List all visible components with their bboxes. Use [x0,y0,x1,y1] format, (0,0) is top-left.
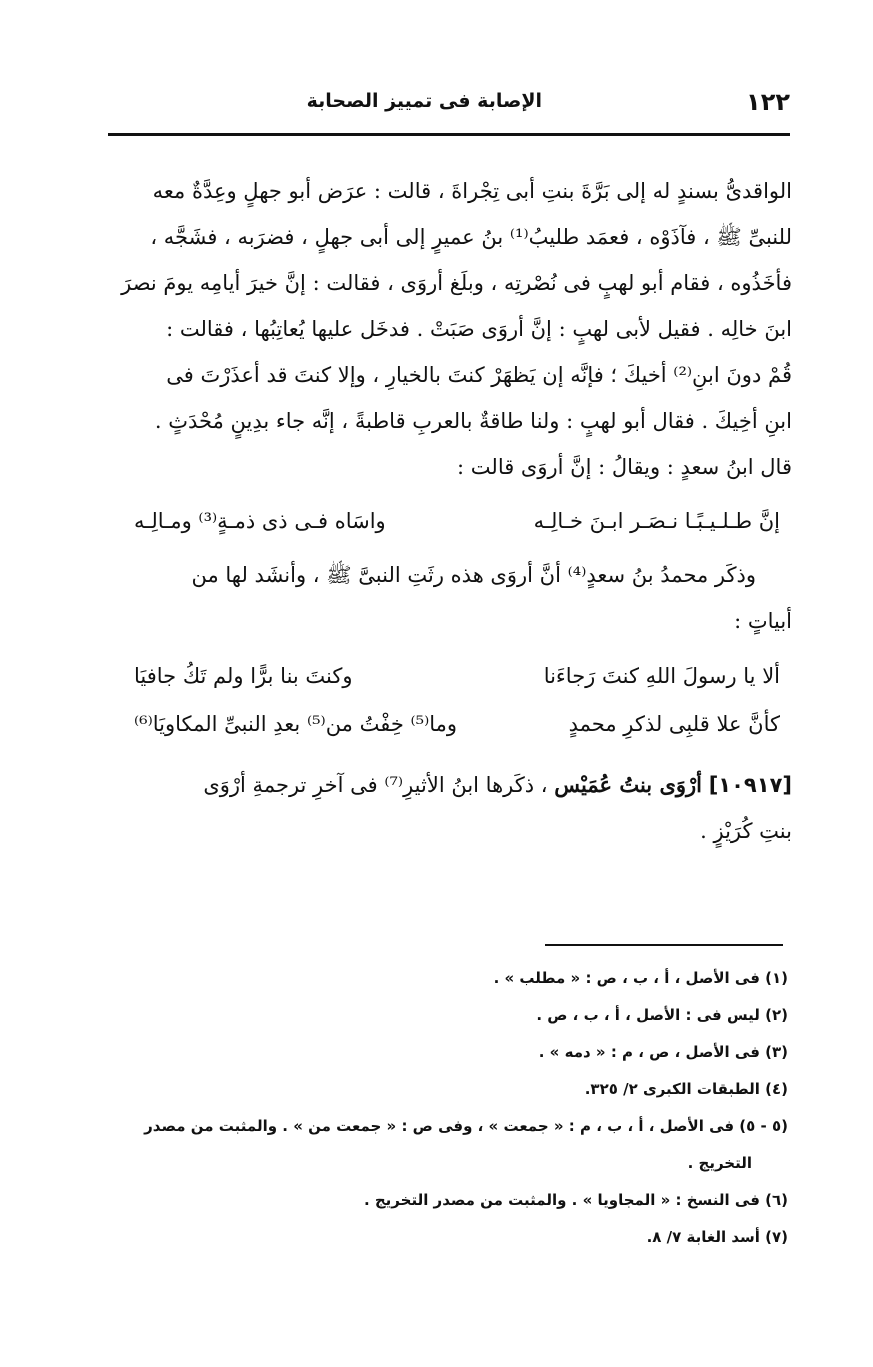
text-line: قُمْ دونَ ابنِ⁽²⁾ أخيكَ ؛ فإنَّه إن يَظهَرْ كنتَ بالخيارِ ، وإلا كنتَ قد أعذَرْتَ فى [166,363,792,387]
verse-second-hemistich: وما⁽⁵⁾ خِفْتُ من⁽⁵⁾ بعدِ النبىِّ المكاويَا⁽⁶⁾ [134,712,458,736]
entry-number: [١٠٩١٧] [708,773,792,797]
running-title: الإصابة فى تمييز الصحابة [306,90,542,112]
footnote: (٥ - ٥) فى الأصل ، أ ، ب ، م : « جمعت » ، وفى ص : « جمعت من » . والمثبت من مصدر [144,1117,788,1135]
text-line: أبياتٍ : [734,609,792,633]
verse-first-hemistich: كأنَّ علا قلبِى لذكرِ محمدٍ [568,712,780,736]
entry-line [104,762,792,808]
verse-second-hemistich: واسَاه فـى ذى ذمـةٍ⁽³⁾ ومـالِـه [134,509,386,533]
entry-name: أرْوَى بنتُ عُمَيْس [554,772,702,797]
footnote: (٣) فى الأصل ، ص ، م : « دمه » . [538,1043,788,1061]
text-line: الواقدىُّ بسندٍ له إلى بَرَّةَ بنتِ أبى تِجْراةَ ، قالت : عرَض أبو جهلٍ وعِدَّةٌ معه [152,179,792,203]
text-line: للنبىِّ ﷺ ، فآذَوْه ، فعمَد طليبُ⁽¹⁾ بنُ عميرٍ إلى أبى جهلٍ ، فضرَبه ، فشَجَّه ، [150,225,792,249]
footnote: (٤) الطبقات الكبرى ٢/ ٣٢٥. [584,1080,788,1098]
footnotes [104,960,788,1256]
running-header [108,88,790,122]
verse-line [104,490,792,552]
text-line: ابنِ أخِيكَ . فقال أبو لهبٍ : ولنا طاقةٌ بالعربِ قاطبةً ، إنَّه جاء بدِينٍ مُحْدَثٍ . [154,409,792,433]
text-line: وذكَر محمدُ بنُ سعدٍ⁽⁴⁾ أنَّ أروَى هذه رثَتِ النبىَّ ﷺ ، وأنشَد لها من [191,563,756,587]
footnote: (٦) فى النسخ : « المجاويا » . والمثبت من مصدر التخريج . [363,1191,788,1209]
verse-line [104,700,792,748]
page-number: ١٢٢ [746,88,790,116]
footnote: (٧) أسد الغابة ٧/ ٨. [646,1228,788,1246]
footnote-continuation: التخريج . [687,1154,752,1172]
text-line: بنتِ كُرَيْزٍ . [700,819,792,843]
text-line: فأخَذُوه ، فقام أبو لهبٍ فى نُصْرتِه ، وبلَغ أروَى ، فقالت : إنَّ خيرَ أيامِه يومَ نصرَ [121,271,792,295]
footnote-separator [545,944,783,946]
verse-first-hemistich: ألا يا رسولَ اللهِ كنتَ رَجاءَنا [543,664,780,688]
text-line: قال ابنُ سعدٍ : ويقالُ : إنَّ أروَى قالت : [457,455,792,479]
footnote: (١) فى الأصل ، أ ، ب ، ص : « مطلب » . [493,969,788,987]
main-text [104,168,792,854]
text-line: ابنَ خالِه . فقيل لأبى لهبٍ : إنَّ أروَى صَبَتْ . فدخَل عليها يُعاتِبُها ، فقالت : [166,317,792,341]
verse-line [104,652,792,700]
entry-text: ، ذكَرها ابنُ الأثيرِ⁽⁷⁾ فى آخرِ ترجمةِ أرْوَى [203,773,548,797]
verse-second-hemistich: وكنتَ بنا برًّا ولم تَكُ جافيَا [134,664,353,688]
header-rule [108,133,790,136]
verse-first-hemistich: إنَّ طـلـيـبًـا نـصَـر ابـنَ خـالِـه [533,509,780,533]
footnote: (٢) ليس فى : الأصل ، أ ، ب ، ص . [536,1006,788,1024]
